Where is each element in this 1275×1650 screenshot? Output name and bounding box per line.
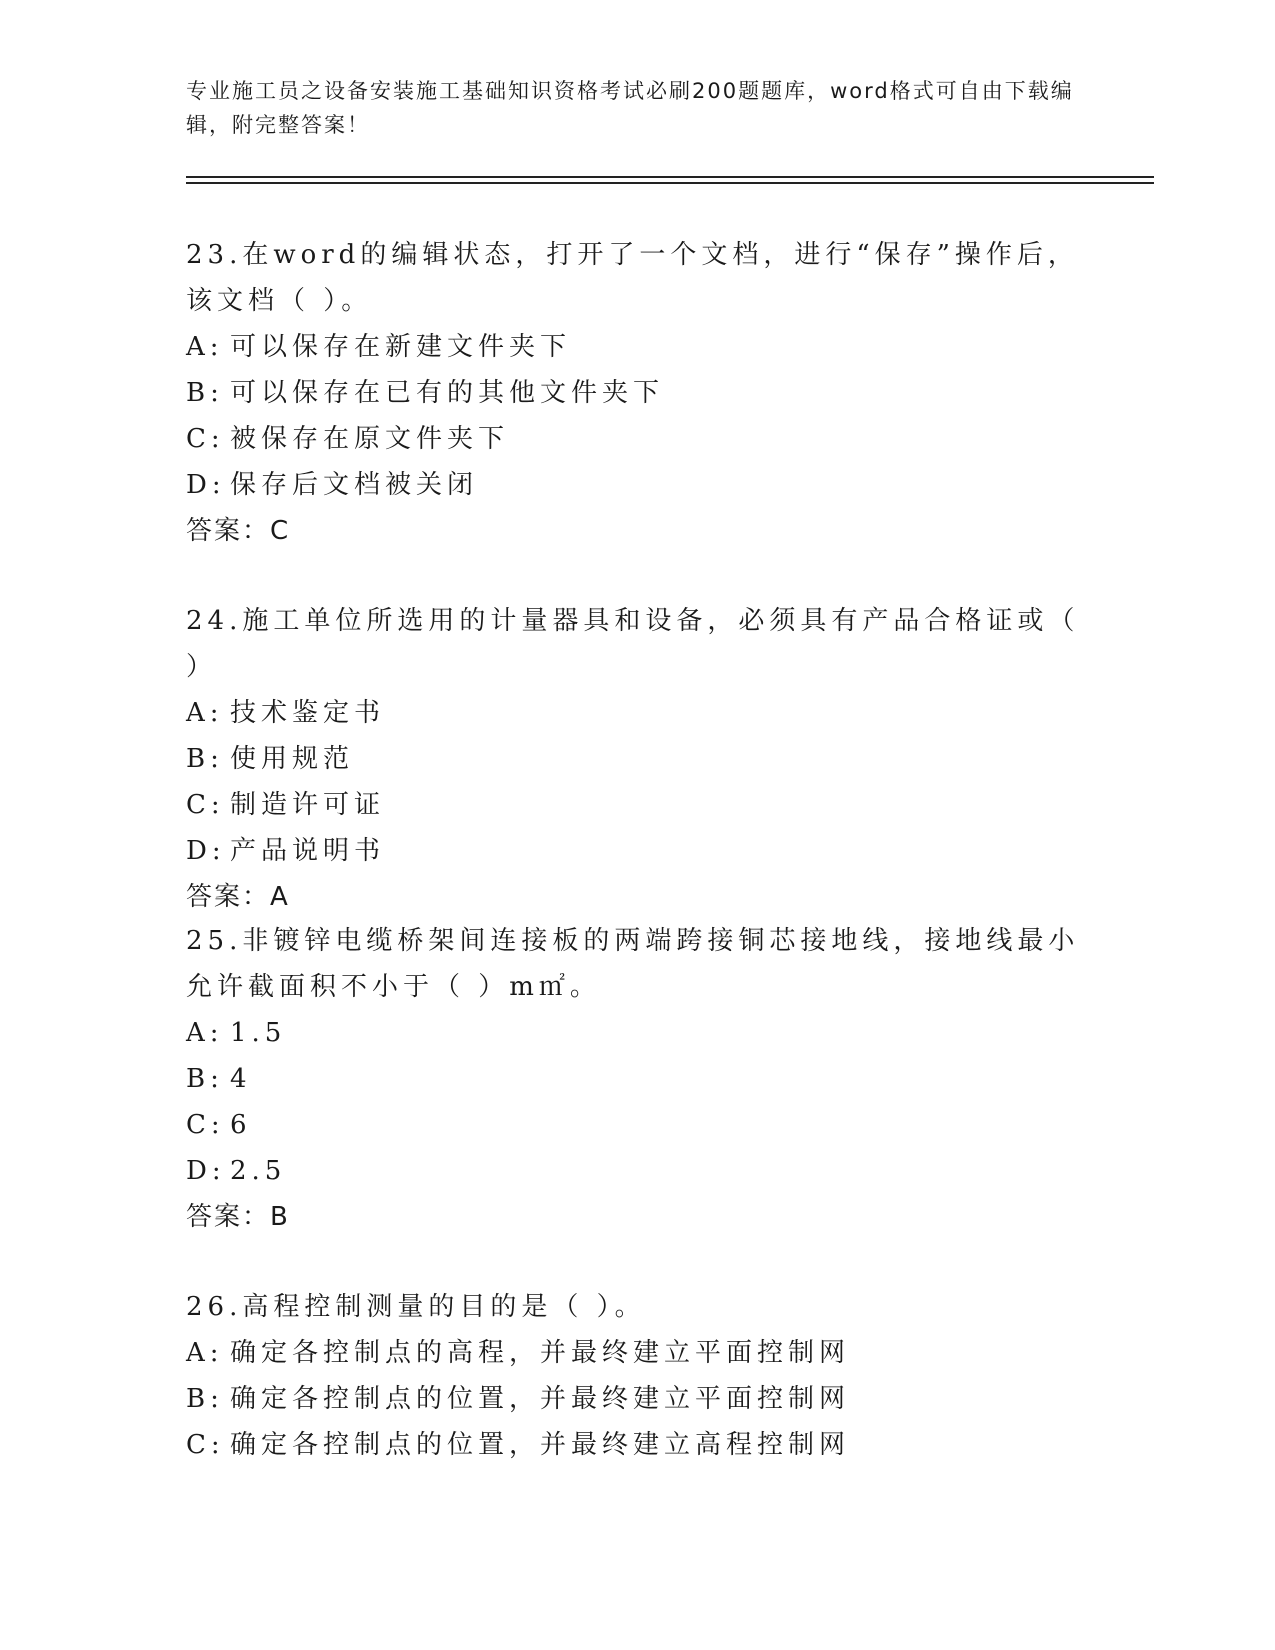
option-b [186,1056,1086,1102]
option-text: 技术鉴定书 [230,698,386,728]
option-text: 被保存在原文件夹下 [230,424,510,454]
option-letter: B: [186,1384,224,1414]
option-letter: D: [186,1156,226,1186]
option-a [186,690,1086,736]
option-d [186,828,1086,874]
option-c [186,416,1086,462]
option-text: 产品说明书 [230,836,386,866]
option-a [186,324,1086,370]
option-a [186,1010,1086,1056]
option-letter: C: [186,1430,225,1460]
option-text: 确定各控制点的位置，并最终建立平面控制网 [230,1384,851,1414]
option-letter: D: [186,836,226,866]
option-text: 6 [230,1110,252,1140]
question-stem: 25.非镀锌电缆桥架间连接板的两端跨接铜芯接地线，接地线最小允许截面积不小于（ ）m㎡。 [186,926,1080,1002]
answer-line: 答案：A [186,882,290,912]
question-26 [186,1284,1086,1468]
option-letter: B: [186,378,224,408]
option-letter: B: [186,1064,224,1094]
option-d [186,1148,1086,1194]
question-stem: 24.施工单位所选用的计量器具和设备，必须具有产品合格证或（ ） [186,606,1080,682]
question-stem: 26.高程控制测量的目的是（ ）。 [186,1292,646,1322]
answer-line: 答案：B [186,1202,290,1232]
option-c [186,782,1086,828]
document-header: 专业施工员之设备安装施工基础知识资格考试必刷200题题库，word格式可自由下载编辑，附完整答案！ [186,79,1074,137]
option-letter: A: [186,1338,224,1368]
option-c [186,1102,1086,1148]
option-letter: A: [186,698,224,728]
question-23 [186,232,1086,554]
option-letter: C: [186,424,225,454]
question-stem: 23.在word的编辑状态，打开了一个文档，进行“保存”操作后，该文档（ ）。 [186,240,1079,316]
option-b [186,370,1086,416]
option-c [186,1422,1086,1468]
option-a [186,1330,1086,1376]
option-b [186,1376,1086,1422]
option-letter: C: [186,1110,225,1140]
option-text: 1.5 [230,1018,287,1048]
option-text: 确定各控制点的位置，并最终建立高程控制网 [230,1430,851,1460]
option-text: 2.5 [230,1156,287,1186]
answer-line: 答案：C [186,516,291,546]
option-text: 可以保存在新建文件夹下 [230,332,572,362]
question-24 [186,598,1086,920]
option-text: 4 [230,1064,252,1094]
option-letter: A: [186,332,224,362]
option-text: 保存后文档被关闭 [230,470,479,500]
option-text: 使用规范 [230,744,355,774]
option-text: 制造许可证 [230,790,386,820]
header-rule-bottom [186,182,1154,184]
option-letter: D: [186,470,226,500]
option-letter: C: [186,790,225,820]
question-25 [186,918,1086,1240]
option-b [186,736,1086,782]
option-letter: A: [186,1018,224,1048]
option-text: 可以保存在已有的其他文件夹下 [230,378,665,408]
option-d [186,462,1086,508]
option-letter: B: [186,744,224,774]
header-rule-top [186,176,1154,178]
option-text: 确定各控制点的高程，并最终建立平面控制网 [230,1338,851,1368]
